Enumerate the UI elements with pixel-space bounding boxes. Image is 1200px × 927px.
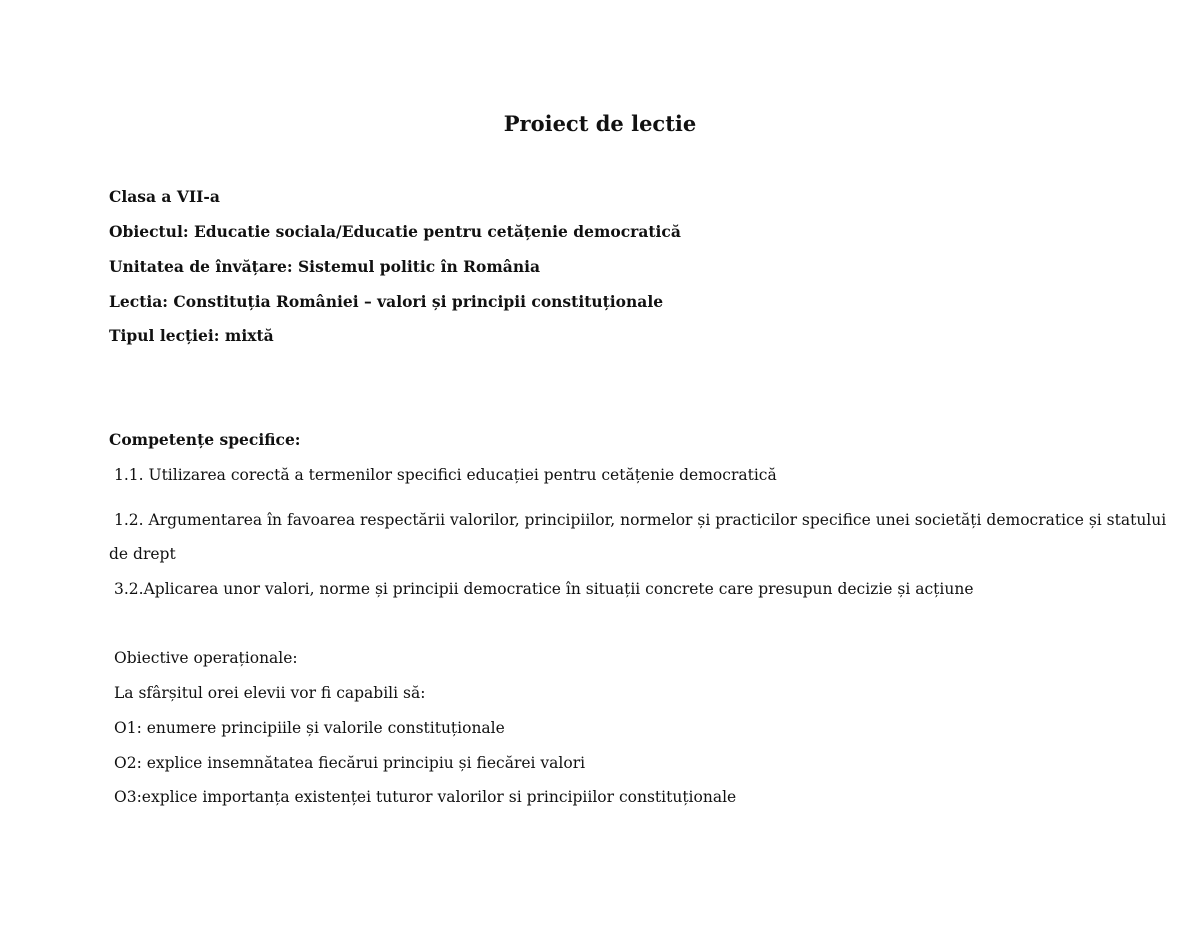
competence-item-continuation: de drept	[109, 545, 176, 563]
objective-item: O1: enumere principiile și valorile constituționale	[114, 719, 505, 737]
class-line: Clasa a VII-a	[109, 187, 220, 206]
objectives-intro: La sfârșitul orei elevii vor fi capabili să:	[114, 684, 426, 702]
competence-item: 1.1. Utilizarea corectă a termenilor specifici educației pentru cetățenie democratică	[114, 466, 777, 484]
lesson-type-line: Tipul lecției: mixtă	[109, 326, 274, 345]
subject-line: Obiectul: Educatie sociala/Educatie pentru cetățenie democratică	[109, 222, 681, 241]
objective-item: O3:explice importanța existenței tuturor valorilor si principiilor constituționale	[114, 788, 737, 806]
competence-item: 3.2.Aplicarea unor valori, norme și principii democratice în situații concrete care presupun decizie și acțiune	[114, 580, 974, 598]
competences-heading: Competențe specifice:	[109, 430, 301, 449]
lesson-line: Lectia: Constituția României – valori și principii constituționale	[109, 292, 664, 311]
page-title: Proiect de lectie	[503, 111, 697, 136]
objectives-heading: Obiective operaționale:	[114, 649, 298, 667]
objective-item: O2: explice insemnătatea fiecărui principiu și fiecărei valori	[114, 754, 586, 772]
competence-item: 1.2. Argumentarea în favoarea respectării valorilor, principiilor, normelor și practicilor specifice unei societăți democratice și statului	[114, 511, 1167, 529]
learning-unit-line: Unitatea de învățare: Sistemul politic în România	[109, 257, 541, 276]
